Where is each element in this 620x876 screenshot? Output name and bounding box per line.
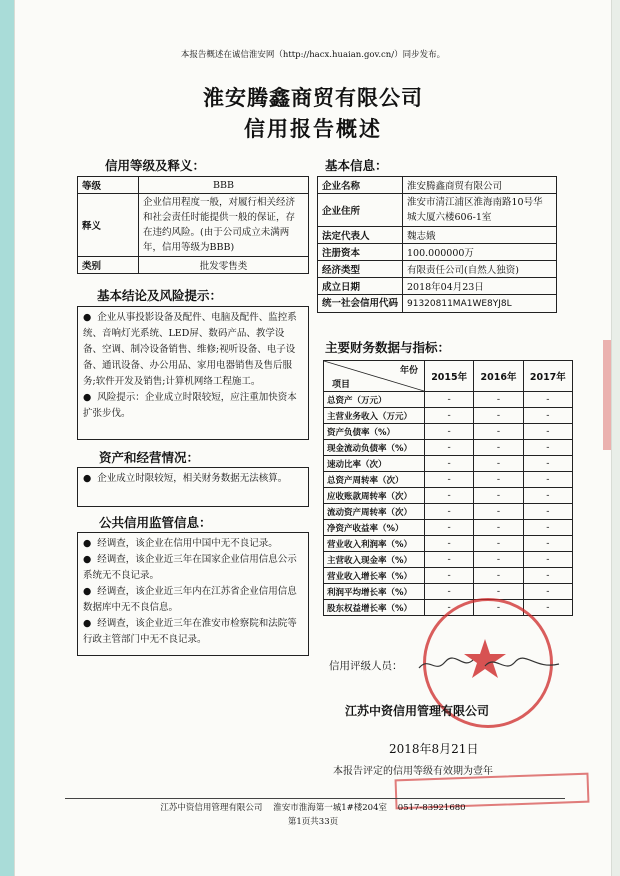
financial-row-label: 速动比率（次）	[324, 456, 425, 472]
corner-item-label: 项目	[332, 380, 351, 390]
document-title: 信用报告概述	[244, 116, 382, 141]
financial-cell: -	[425, 568, 474, 584]
rating-label: 类别	[78, 257, 139, 274]
rating-label: 释义	[78, 194, 139, 257]
info-row	[318, 278, 557, 295]
financial-cell: -	[523, 440, 572, 456]
financial-body	[324, 392, 573, 616]
company-title: 淮安腾鑫商贸有限公司	[203, 85, 423, 110]
financial-row-label: 利润平均增长率（%）	[324, 584, 425, 600]
conclusion-heading: 基本结论及风险提示：	[97, 288, 223, 303]
financial-row-label: 应收账款周转率（次）	[324, 488, 425, 504]
info-label: 统一社会信用代码	[318, 295, 403, 313]
basic-info-table	[317, 176, 557, 313]
financial-cell: -	[474, 440, 523, 456]
financial-row-label: 净资产收益率（%）	[324, 520, 425, 536]
info-value: 100.000000万	[403, 244, 557, 261]
financial-row	[324, 552, 573, 568]
conclusion-item: ● 风险提示：企业成立时限较短，应注重加快资本扩张步伐。	[83, 392, 297, 419]
financial-row	[324, 520, 573, 536]
financial-row	[324, 456, 573, 472]
financial-cell: -	[425, 520, 474, 536]
info-row	[318, 194, 557, 227]
financial-row	[324, 584, 573, 600]
year-header: 2017年	[523, 361, 572, 392]
info-row	[318, 261, 557, 278]
financial-header-row	[324, 361, 573, 392]
validity-note: 本报告评定的信用等级有效期为壹年	[333, 766, 493, 777]
side-strip	[0, 0, 14, 876]
report-date: 2018年8月21日	[389, 742, 479, 756]
info-label: 注册资本	[318, 244, 403, 261]
financial-cell: -	[474, 504, 523, 520]
financial-cell: -	[474, 568, 523, 584]
financial-cell: -	[523, 472, 572, 488]
supervision-item: ● 经调查，该企业在信用中国中无不良记录。	[83, 538, 278, 549]
rating-value: BBB	[139, 177, 309, 194]
edge-seal-fragment	[603, 340, 611, 450]
financial-row	[324, 392, 573, 408]
financial-cell: -	[425, 600, 474, 616]
assets-item: ● 企业成立时限较短，相关财务数据无法核算。	[83, 473, 288, 484]
supervision-box	[77, 532, 309, 656]
basic-info-heading: 基本信息：	[325, 158, 388, 173]
financial-row-label: 流动资产周转率（次）	[324, 504, 425, 520]
financial-row-label: 主营业务收入（万元）	[324, 408, 425, 424]
financial-cell: -	[425, 536, 474, 552]
financial-cell: -	[523, 504, 572, 520]
financial-cell: -	[425, 456, 474, 472]
financial-cell: -	[523, 600, 572, 616]
financial-row-label: 营业收入利润率（%）	[324, 536, 425, 552]
financial-cell: -	[523, 568, 572, 584]
info-value: 有限责任公司(自然人独资)	[403, 261, 557, 278]
financial-cell: -	[474, 520, 523, 536]
evaluator-signature	[415, 650, 565, 678]
info-label: 成立日期	[318, 278, 403, 295]
info-row	[318, 177, 557, 194]
financial-row-label: 主营收入现金率（%）	[324, 552, 425, 568]
financial-cell: -	[425, 488, 474, 504]
page-number: 第1页共33页	[287, 817, 339, 827]
assets-heading: 资产和经营情况：	[99, 450, 200, 465]
supervision-item: ● 经调查，该企业近三年内在江苏省企业信用信息数据库中无不良信息。	[83, 586, 297, 613]
conclusion-box	[77, 306, 309, 440]
rating-row	[78, 177, 309, 194]
financial-cell: -	[425, 408, 474, 424]
financial-row	[324, 568, 573, 584]
financial-cell: -	[425, 440, 474, 456]
financial-cell: -	[425, 552, 474, 568]
supervision-heading: 公共信用监管信息：	[99, 515, 212, 530]
conclusion-item: ● 企业从事投影设备及配件、电脑及配件、监控系统、音响灯光系统、LED屏、数码产品、教学设备、空调、制冷设备销售、维修;视听设备、电子设备、通讯设备、办公用品、家用电器销售及售后服务;软件开发及销售;计算机网络工程施工。	[83, 312, 297, 387]
info-row	[318, 244, 557, 261]
financial-row	[324, 440, 573, 456]
info-label: 经济类型	[318, 261, 403, 278]
financial-row	[324, 504, 573, 520]
year-header: 2015年	[425, 361, 474, 392]
financial-heading: 主要财务数据与指标：	[325, 340, 451, 355]
financial-row-label: 总资产周转率（次）	[324, 472, 425, 488]
financial-cell: -	[474, 488, 523, 504]
financial-row	[324, 536, 573, 552]
financial-cell: -	[523, 488, 572, 504]
financial-cell: -	[425, 504, 474, 520]
financial-row	[324, 408, 573, 424]
year-header: 2016年	[474, 361, 523, 392]
financial-row-label: 营业收入增长率（%）	[324, 568, 425, 584]
financial-row-label: 总资产（万元）	[324, 392, 425, 408]
financial-cell: -	[523, 552, 572, 568]
rating-row	[78, 194, 309, 257]
financial-row-label: 现金流动负债率（%）	[324, 440, 425, 456]
info-row	[318, 295, 557, 313]
rating-heading: 信用等级及释义：	[105, 158, 206, 173]
financial-cell: -	[474, 584, 523, 600]
financial-cell: -	[474, 600, 523, 616]
financial-cell: -	[425, 392, 474, 408]
financial-table	[323, 360, 573, 616]
info-row	[318, 227, 557, 244]
info-value: 91320811MA1WE8YJ8L	[403, 295, 557, 313]
info-label: 法定代表人	[318, 227, 403, 244]
financial-cell: -	[474, 472, 523, 488]
financial-cell: -	[523, 408, 572, 424]
info-label: 企业名称	[318, 177, 403, 194]
info-value: 淮安腾鑫商贸有限公司	[403, 177, 557, 194]
info-value: 淮安市清江浦区淮海南路10号华城大厦六楼606-1室	[403, 194, 557, 227]
rating-value: 企业信用程度一般，对履行相关经济和社会责任时能提供一般的保证，存在违约风险。(由于公司成立未满两年，信用等级为BBB)	[139, 194, 309, 257]
financial-cell: -	[425, 472, 474, 488]
financial-cell: -	[523, 536, 572, 552]
footer-divider	[65, 798, 565, 799]
financial-cell: -	[523, 520, 572, 536]
financial-row-label: 股东权益增长率（%）	[324, 600, 425, 616]
footer-contact: 江苏中资信用管理有限公司 淮安市淮海第一城1#楼204室 0517-83921680	[160, 803, 466, 813]
rating-row	[78, 257, 309, 274]
financial-cell: -	[425, 584, 474, 600]
financial-cell: -	[523, 456, 572, 472]
rating-table	[77, 176, 309, 274]
financial-cell: -	[523, 392, 572, 408]
info-label: 企业住所	[318, 194, 403, 227]
supervision-item: ● 经调查，该企业近三年在国家企业信用信息公示系统无不良记录。	[83, 554, 297, 581]
info-value: 2018年04月23日	[403, 278, 557, 295]
report-page	[14, 0, 612, 876]
rating-label: 等级	[78, 177, 139, 194]
financial-row-label: 资产负债率（%）	[324, 424, 425, 440]
signing-org: 江苏中资信用管理有限公司	[345, 704, 490, 718]
assets-box	[77, 467, 309, 507]
financial-cell: -	[474, 392, 523, 408]
corner-year-label: 年份	[399, 366, 418, 376]
header-note: 本报告概述在诚信淮安网（http://hacx.huaian.gov.cn/）同步发布。	[180, 50, 446, 60]
financial-row	[324, 424, 573, 440]
financial-cell: -	[523, 584, 572, 600]
evaluator-label: 信用评级人员：	[329, 660, 403, 672]
rating-value: 批发零售类	[139, 257, 309, 274]
financial-cell: -	[474, 424, 523, 440]
financial-cell: -	[425, 424, 474, 440]
financial-row	[324, 472, 573, 488]
financial-row	[324, 488, 573, 504]
financial-cell: -	[523, 424, 572, 440]
info-value: 魏志娥	[403, 227, 557, 244]
financial-corner-cell	[324, 361, 425, 392]
financial-cell: -	[474, 408, 523, 424]
supervision-item: ● 经调查，该企业近三年在淮安市检察院和法院等行政主管部门中无不良记录。	[83, 618, 297, 645]
financial-cell: -	[474, 456, 523, 472]
financial-cell: -	[474, 552, 523, 568]
financial-cell: -	[474, 536, 523, 552]
